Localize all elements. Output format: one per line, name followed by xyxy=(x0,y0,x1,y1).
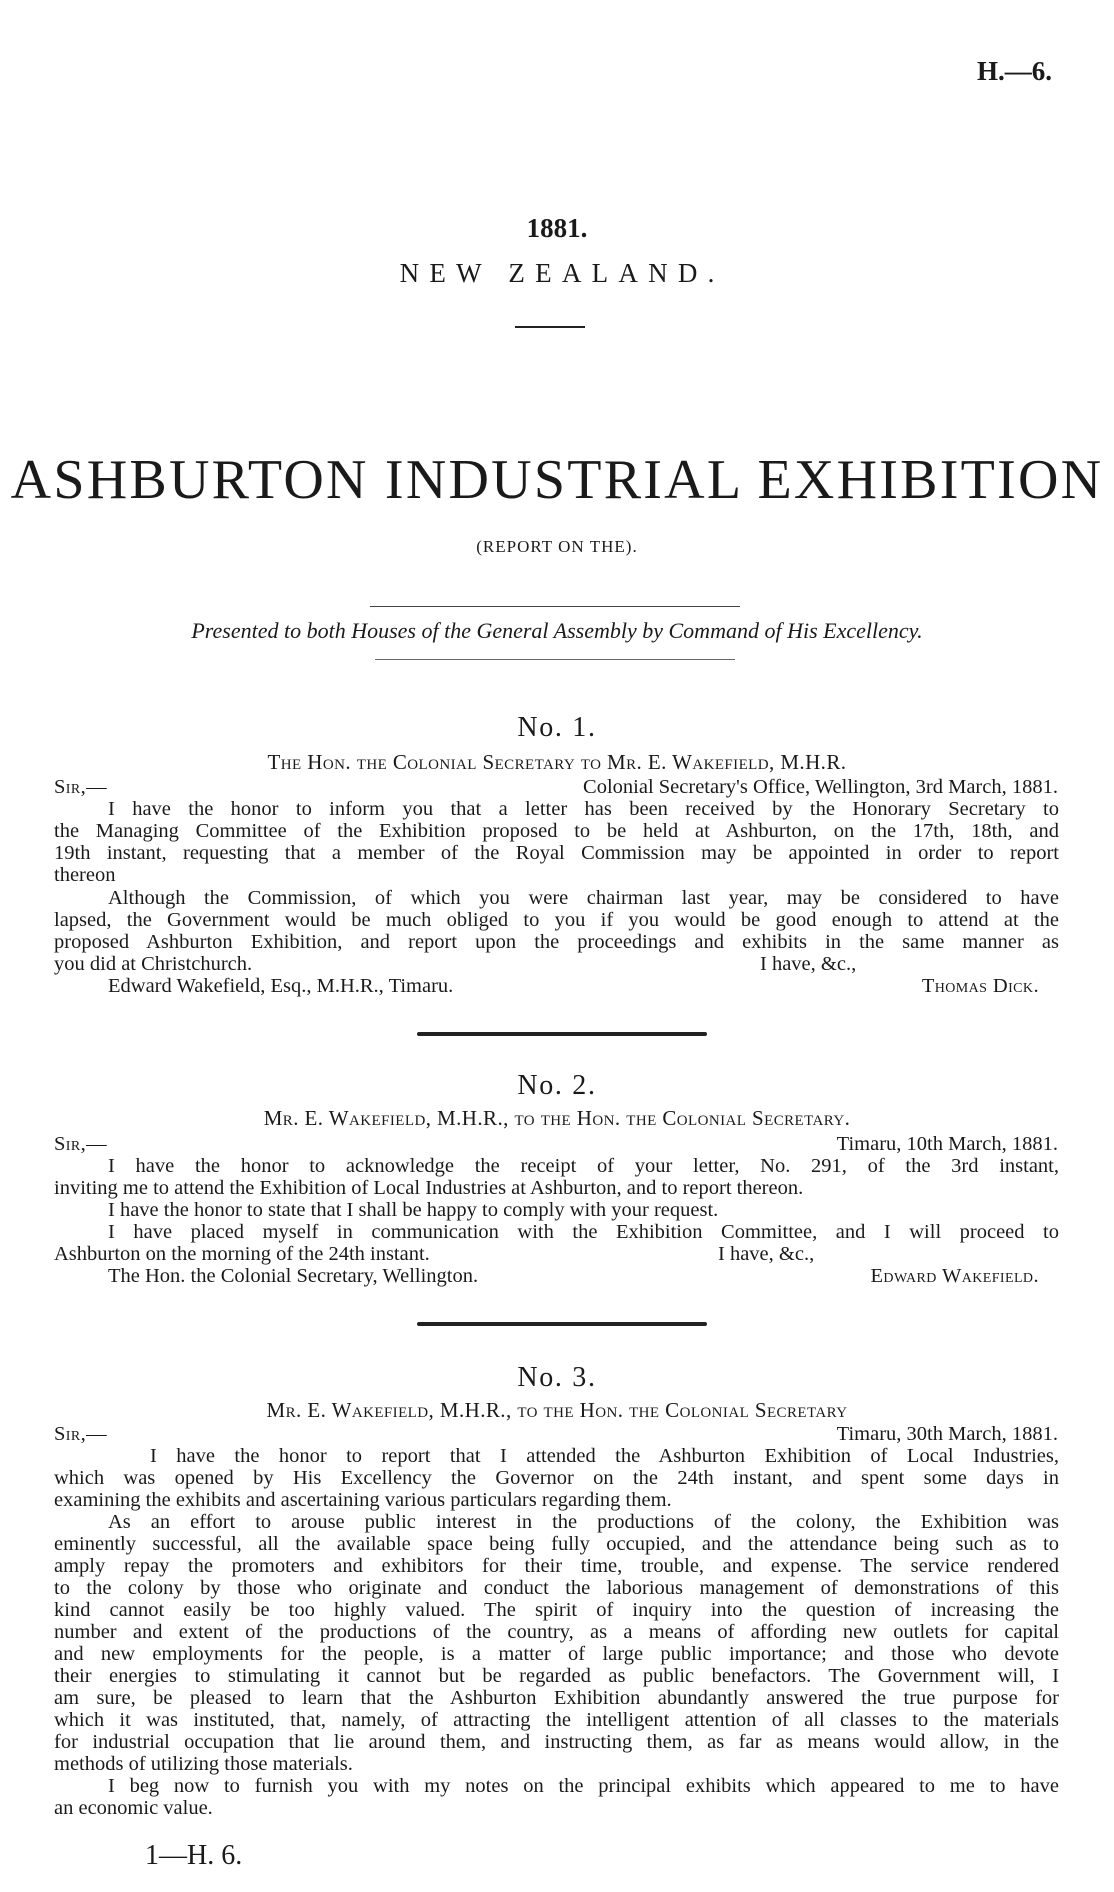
document-title: ASHBURTON INDUSTRIAL EXHIBITION xyxy=(10,449,1104,511)
year: 1881. xyxy=(526,213,588,243)
text-line: eminently successful, all the available space being fully occupied, and the attendance being such as to xyxy=(54,1533,1059,1555)
divider xyxy=(370,606,740,607)
text-line: methods of utilizing those materials. xyxy=(54,1753,353,1775)
text-line: for industrial occupation that lie around them, and instructing them, as far as means would allow, in the xyxy=(54,1731,1059,1753)
letter-heading: The Hon. the Colonial Secretary to Mr. E. Wakefield, M.H.R. xyxy=(267,750,847,774)
text-line: an economic value. xyxy=(54,1797,213,1819)
paper-reference: H.—6. xyxy=(976,56,1052,86)
text-line: the Managing Committee of the Exhibition proposed to be held at Ashburton, on the 17th, 18th, and xyxy=(54,820,1059,842)
divider xyxy=(515,326,585,328)
salutation: Sir,— xyxy=(54,1423,108,1445)
presented-line: Presented to both Houses of the General Assembly by Command of His Excellency. xyxy=(191,618,923,643)
place-date: Colonial Secretary's Office, Wellington, 3rd March, 1881. xyxy=(583,776,1058,798)
text-line: and new employments for the people, is a matter of large public importance; and those who devote xyxy=(54,1643,1059,1665)
salutation: Sir,— xyxy=(54,776,108,798)
text-line: to the colony by those who originate and conduct the laborious management of demonstrations of this xyxy=(54,1577,1059,1599)
closing: I have, &c., xyxy=(718,1243,815,1265)
letter-separator xyxy=(417,1032,707,1036)
text-line: 19th instant, requesting that a member of the Royal Commission may be appointed in order to report xyxy=(54,842,1059,864)
text-line: amply repay the promoters and exhibitors for their time, trouble, and expense. The service rendered xyxy=(54,1555,1059,1577)
letter-number: No. 2. xyxy=(517,1070,597,1101)
text-line: which was opened by His Excellency the Governor on the 24th instant, and spent some days in xyxy=(54,1467,1059,1489)
text-line: am sure, be pleased to learn that the Ashburton Exhibition abundantly answered the true purpose for xyxy=(54,1687,1059,1709)
signature: Edward Wakefield. xyxy=(870,1265,1039,1287)
text-line: which it was instituted, that, namely, of attracting the intelligent attention of all classes to the materials xyxy=(54,1709,1059,1731)
text-line: I have the honor to state that I shall be happy to comply with your request. xyxy=(108,1199,719,1221)
text-line: I have the honor to report that I attended the Ashburton Exhibition of Local Industries, xyxy=(150,1445,1059,1467)
text-line: As an effort to arouse public interest in the productions of the colony, the Exhibition was xyxy=(108,1511,1059,1533)
signature: Thomas Dick. xyxy=(921,975,1039,997)
text-line: thereon xyxy=(54,864,116,886)
addressee: The Hon. the Colonial Secretary, Wellington. xyxy=(108,1265,479,1287)
page-signature: 1—H. 6. xyxy=(145,1840,243,1871)
text-line: examining the exhibits and ascertaining various particulars regarding them. xyxy=(54,1489,672,1511)
text-line: their energies to stimulating it cannot but be regarded as public benefactors. The Government will, I xyxy=(54,1665,1059,1687)
salutation: Sir,— xyxy=(54,1133,108,1155)
letter-heading: Mr. E. Wakefield, M.H.R., to the Hon. the Colonial Secretary. xyxy=(263,1106,851,1130)
text-line: inviting me to attend the Exhibition of Local Industries at Ashburton, and to report thereon. xyxy=(54,1177,804,1199)
text-line: kind cannot easily be too highly valued. The spirit of inquiry into the question of increasing the xyxy=(54,1599,1059,1621)
divider xyxy=(375,659,735,660)
letter-separator xyxy=(417,1322,707,1326)
text-line: proposed Ashburton Exhibition, and report upon the proceedings and exhibits in the same manner as xyxy=(54,931,1059,953)
text-line: I have placed myself in communication with the Exhibition Committee, and I will proceed to xyxy=(108,1221,1059,1243)
place-date: Timaru, 10th March, 1881. xyxy=(836,1133,1058,1155)
text-line: lapsed, the Government would be much obliged to you if you would be good enough to attend at the xyxy=(54,909,1059,931)
place-date: Timaru, 30th March, 1881. xyxy=(836,1423,1058,1445)
text-line: I have the honor to acknowledge the receipt of your letter, No. 291, of the 3rd instant, xyxy=(108,1155,1059,1177)
closing: I have, &c., xyxy=(760,953,857,975)
document-subtitle: (REPORT ON THE). xyxy=(476,537,638,556)
text-line: Although the Commission, of which you were chairman last year, may be considered to have xyxy=(108,887,1059,909)
text-line: I beg now to furnish you with my notes on the principal exhibits which appeared to me to have xyxy=(108,1775,1059,1797)
text-line: Ashburton on the morning of the 24th instant. xyxy=(54,1243,430,1265)
letter-heading: Mr. E. Wakefield, M.H.R., to the Hon. the Colonial Secretary xyxy=(266,1398,848,1422)
text-line: you did at Christchurch. xyxy=(54,953,253,975)
country-heading: NEW ZEALAND. xyxy=(399,258,725,288)
text-line: number and extent of the productions of the country, as a means of affording new outlets for capital xyxy=(54,1621,1059,1643)
addressee: Edward Wakefield, Esq., M.H.R., Timaru. xyxy=(108,975,454,997)
letter-number: No. 1. xyxy=(517,712,597,743)
letter-number: No. 3. xyxy=(517,1362,597,1393)
text-line: I have the honor to inform you that a letter has been received by the Honorary Secretary to xyxy=(108,798,1059,820)
